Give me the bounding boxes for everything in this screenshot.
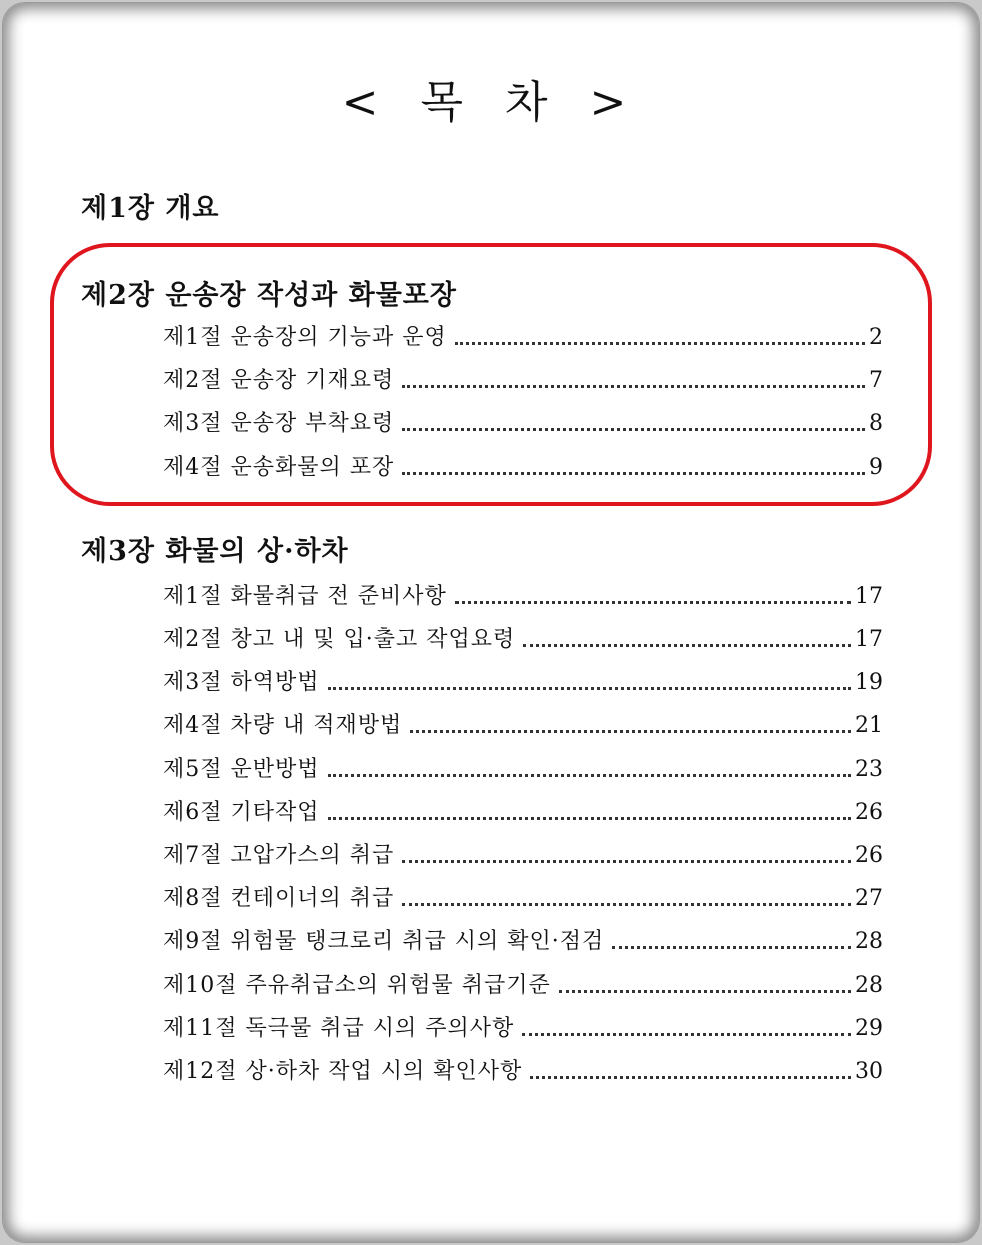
toc-entry-label: 제8절 컨테이너의 취급 <box>163 886 395 911</box>
toc-entry-label: 제4절 운송화물의 포장 <box>163 455 395 480</box>
toc-leader-dots <box>328 774 851 777</box>
toc-entry <box>163 755 883 785</box>
toc-entry-page: 28 <box>855 973 883 998</box>
toc-leader-dots <box>530 1076 851 1079</box>
toc-entry-label: 제2절 운송장 기재요령 <box>163 368 395 393</box>
toc-entry-label: 제4절 차량 내 적재방법 <box>163 713 403 738</box>
toc-leader-dots <box>328 817 851 820</box>
toc-entry-label: 제1절 화물취급 전 준비사항 <box>163 584 447 609</box>
toc-entry-page: 2 <box>869 325 883 350</box>
toc-entry-label: 제3절 하역방법 <box>163 670 320 695</box>
chapter-2-heading: 제2장 운송장 작성과 화물포장 <box>81 280 457 311</box>
toc-entry <box>163 582 883 612</box>
toc-entry-page: 26 <box>855 800 883 825</box>
toc-entry-label: 제9절 위험물 탱크로리 취급 시의 확인·점검 <box>163 929 605 954</box>
toc-leader-dots <box>402 903 851 906</box>
toc-entry-label: 제1절 운송장의 기능과 운영 <box>163 325 447 350</box>
toc-entry-page: 28 <box>855 929 883 954</box>
toc-entry <box>163 625 883 655</box>
toc-entry-page: 8 <box>869 411 883 436</box>
toc-leader-dots <box>402 860 851 863</box>
toc-leader-dots <box>328 687 851 690</box>
toc-entry <box>163 1057 883 1087</box>
toc-entry-page: 29 <box>855 1016 883 1041</box>
toc-leader-dots <box>522 1033 851 1036</box>
toc-leader-dots <box>402 472 865 475</box>
toc-entry-page: 27 <box>855 886 883 911</box>
toc-entry-page: 23 <box>855 757 883 782</box>
toc-leader-dots <box>455 342 865 345</box>
toc-entry-label: 제5절 운반방법 <box>163 757 320 782</box>
toc-entry-label: 제10절 주유취급소의 위험물 취급기준 <box>163 973 551 998</box>
toc-leader-dots <box>410 730 851 733</box>
toc-entry <box>163 711 883 741</box>
toc-entry <box>163 366 883 396</box>
toc-entry-label: 제6절 기타작업 <box>163 800 320 825</box>
toc-leader-dots <box>523 644 851 647</box>
toc-entry <box>163 927 883 957</box>
toc-entry-label: 제12절 상·하차 작업 시의 확인사항 <box>163 1059 523 1084</box>
toc-leader-dots <box>559 990 851 993</box>
toc-entry <box>163 409 883 439</box>
toc-entry <box>163 798 883 828</box>
document-page <box>3 3 979 1242</box>
toc-entry <box>163 453 883 483</box>
toc-leader-dots <box>455 601 851 604</box>
toc-entry-label: 제2절 창고 내 및 입·출고 작업요령 <box>163 627 516 652</box>
chapter-1-heading: 제1장 개요 <box>81 193 220 224</box>
toc-leader-dots <box>402 428 865 431</box>
toc-entry-page: 19 <box>855 670 883 695</box>
toc-leader-dots <box>402 385 865 388</box>
toc-entry <box>163 971 883 1001</box>
toc-entry-page: 7 <box>869 368 883 393</box>
toc-leader-dots <box>612 946 851 949</box>
toc-entry-page: 26 <box>855 843 883 868</box>
chapter-3-heading: 제3장 화물의 상·하차 <box>81 536 349 567</box>
toc-entry <box>163 884 883 914</box>
toc-entry-page: 17 <box>855 584 883 609</box>
toc-entry <box>163 323 883 353</box>
toc-entry <box>163 668 883 698</box>
toc-entry-page: 9 <box>869 455 883 480</box>
toc-entry-label: 제11절 독극물 취급 시의 주의사항 <box>163 1016 515 1041</box>
toc-entry-label: 제3절 운송장 부착요령 <box>163 411 395 436</box>
toc-entry-page: 21 <box>855 713 883 738</box>
toc-entry-page: 30 <box>855 1059 883 1084</box>
page-title: < 목 차 > <box>341 77 641 128</box>
toc-entry-page: 17 <box>855 627 883 652</box>
toc-entry <box>163 1014 883 1044</box>
toc-entry-label: 제7절 고압가스의 취급 <box>163 843 395 868</box>
toc-entry <box>163 841 883 871</box>
